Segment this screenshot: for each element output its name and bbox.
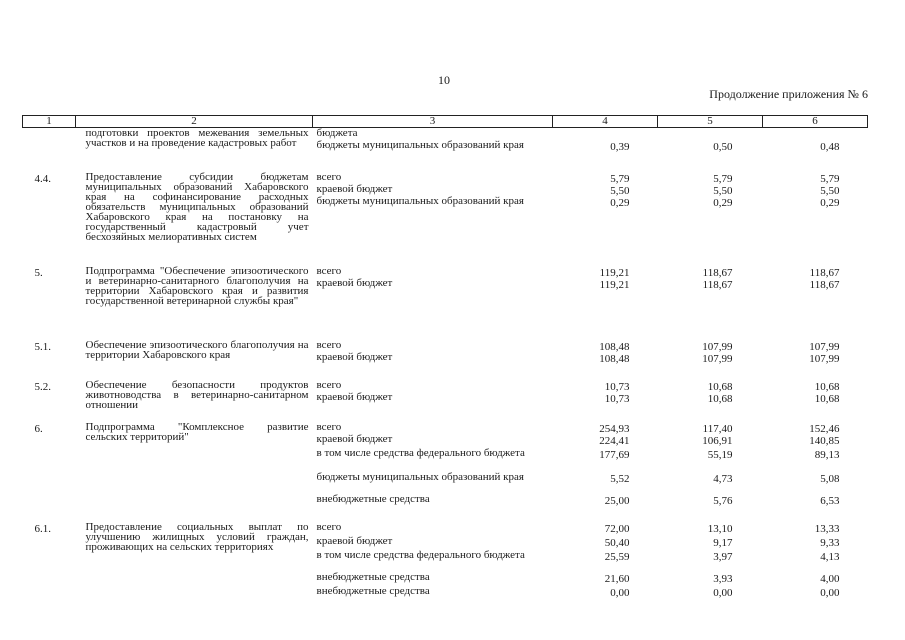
table-row <box>23 172 868 184</box>
value-col-5: 118,67 <box>702 279 733 291</box>
item-number: 4.4. <box>34 173 51 185</box>
funding-source: внебюджетные средства <box>316 585 430 597</box>
value-col-4: 72,00 <box>604 523 630 535</box>
value-col-6: 4,13 <box>820 551 840 563</box>
value-col-5: 3,93 <box>713 573 733 585</box>
value-col-5: 4,73 <box>713 473 733 485</box>
value-col-5: 5,50 <box>713 185 733 197</box>
value-col-6: 107,99 <box>809 353 840 365</box>
value-col-5 <box>658 128 763 141</box>
item-number: 6.1. <box>34 523 51 535</box>
value-col-4: 0,29 <box>610 197 630 209</box>
value-col-5: 0,00 <box>713 587 733 599</box>
value-col-6: 13,33 <box>814 523 840 535</box>
funding-source: всего <box>316 171 342 183</box>
table-row <box>23 380 868 392</box>
value-col-4: 0,00 <box>610 587 630 599</box>
column-header: 5 <box>658 116 763 128</box>
funding-source: всего <box>316 521 342 533</box>
value-col-5: 0,29 <box>713 197 733 209</box>
funding-source: краевой бюджет <box>316 351 393 363</box>
item-name: Обеспечение эпизоотического благополучия на территории Хабаровского края <box>85 339 309 361</box>
funding-source: краевой бюджет <box>316 277 393 289</box>
value-col-5: 13,10 <box>707 523 733 535</box>
funding-source: бюджеты муниципальных образований края <box>316 139 524 151</box>
page-number: 10 <box>438 73 450 87</box>
funding-source: в том числе средства федерального бюджета <box>316 447 525 459</box>
value-col-6: 89,13 <box>814 449 840 461</box>
funding-source: всего <box>316 339 342 351</box>
value-col-6: 10,68 <box>814 393 840 405</box>
item-name: Предоставление субсидии бюджетам муниципальных образований Хабаровского края на софинансирование расходных обязательств муниципальных образований Хабаровского края на постановку на государственный кадастровый учет бесхозяйных мелиоративных систем <box>85 171 309 243</box>
value-col-5: 5,79 <box>713 173 733 185</box>
value-col-4: 21,60 <box>604 573 630 585</box>
budget-table <box>22 115 868 598</box>
table-row <box>23 266 868 278</box>
value-col-5: 0,50 <box>713 141 733 153</box>
table-row <box>23 340 868 352</box>
appendix-continuation-label: Продолжение приложения № 6 <box>709 87 868 101</box>
column-header: 3 <box>313 116 553 128</box>
value-col-5: 106,91 <box>702 435 733 447</box>
funding-source: бюджеты муниципальных образований края <box>316 195 524 207</box>
value-col-4: 119,21 <box>599 267 630 279</box>
value-col-5: 55,19 <box>707 449 733 461</box>
value-col-4: 0,39 <box>610 141 630 153</box>
funding-source: краевой бюджет <box>316 183 393 195</box>
column-header: 1 <box>23 116 76 128</box>
item-number: 5. <box>34 267 43 279</box>
value-col-5: 5,76 <box>713 495 733 507</box>
value-col-6: 118,67 <box>809 267 840 279</box>
value-col-4: 177,69 <box>599 449 630 461</box>
value-col-6: 118,67 <box>809 279 840 291</box>
value-col-4: 119,21 <box>599 279 630 291</box>
value-col-4: 25,00 <box>604 495 630 507</box>
value-col-6: 0,00 <box>820 587 840 599</box>
value-col-6 <box>763 128 868 141</box>
item-name: Подпрограмма "Комплексное развитие сельских территорий" <box>85 421 309 443</box>
value-col-5: 10,68 <box>707 393 733 405</box>
value-col-6: 10,68 <box>814 381 840 393</box>
value-col-6: 152,46 <box>809 423 840 435</box>
value-col-4: 10,73 <box>604 393 630 405</box>
funding-source: бюджета <box>316 127 358 139</box>
funding-source: всего <box>316 421 342 433</box>
value-col-4: 254,93 <box>599 423 630 435</box>
table-row <box>23 422 868 434</box>
value-col-5: 107,99 <box>702 341 733 353</box>
table-header-row <box>23 116 868 128</box>
funding-source: всего <box>316 265 342 277</box>
value-col-6: 0,48 <box>820 141 840 153</box>
table-row <box>23 522 868 536</box>
item-number <box>23 128 76 173</box>
value-col-4: 25,59 <box>604 551 630 563</box>
funding-source: краевой бюджет <box>316 433 393 445</box>
value-col-4 <box>553 128 658 141</box>
table-body <box>23 128 868 599</box>
value-col-4: 108,48 <box>599 341 630 353</box>
value-col-5: 9,17 <box>713 537 733 549</box>
item-name: Предоставление социальных выплат по улучшению жилищных условий граждан, проживающих на сельских территориях <box>85 521 309 553</box>
value-col-6: 4,00 <box>820 573 840 585</box>
funding-source: в том числе средства федерального бюджета <box>316 549 525 561</box>
value-col-6: 5,08 <box>820 473 840 485</box>
value-col-4: 10,73 <box>604 381 630 393</box>
value-col-6: 9,33 <box>820 537 840 549</box>
funding-source: внебюджетные средства <box>316 571 430 583</box>
value-col-6: 107,99 <box>809 341 840 353</box>
value-col-6: 0,29 <box>820 197 840 209</box>
funding-source: бюджеты муниципальных образований края <box>316 471 524 483</box>
funding-source: краевой бюджет <box>316 391 393 403</box>
column-header: 2 <box>76 116 313 128</box>
item-number: 5.2. <box>34 381 51 393</box>
item-name: Подпрограмма "Обеспечение эпизоотического и ветеринарно-санитарного благополучия на территории Хабаровского края и развития государственной ветеринарной службы края" <box>85 265 309 307</box>
funding-source: краевой бюджет <box>316 535 393 547</box>
value-col-4: 5,50 <box>610 185 630 197</box>
value-col-6: 5,79 <box>820 173 840 185</box>
value-col-5: 117,40 <box>702 423 733 435</box>
value-col-4: 224,41 <box>599 435 630 447</box>
item-name: подготовки проектов межевания земельных участков и на проведение кадастровых работ <box>85 127 309 149</box>
value-col-5: 10,68 <box>707 381 733 393</box>
item-name: Обеспечение безопасности продуктов животноводства в ветеринарно-санитарном отношении <box>85 379 309 411</box>
value-col-6: 140,85 <box>809 435 840 447</box>
item-number: 5.1. <box>34 341 51 353</box>
value-col-5: 107,99 <box>702 353 733 365</box>
value-col-6: 6,53 <box>820 495 840 507</box>
value-col-4: 50,40 <box>604 537 630 549</box>
value-col-5: 3,97 <box>713 551 733 563</box>
value-col-6: 5,50 <box>820 185 840 197</box>
value-col-4: 5,52 <box>610 473 630 485</box>
column-header: 4 <box>553 116 658 128</box>
item-number: 6. <box>34 423 43 435</box>
column-header: 6 <box>763 116 868 128</box>
value-col-4: 108,48 <box>599 353 630 365</box>
value-col-4: 5,79 <box>610 173 630 185</box>
funding-source: всего <box>316 379 342 391</box>
value-col-5: 118,67 <box>702 267 733 279</box>
funding-source: внебюджетные средства <box>316 493 430 505</box>
